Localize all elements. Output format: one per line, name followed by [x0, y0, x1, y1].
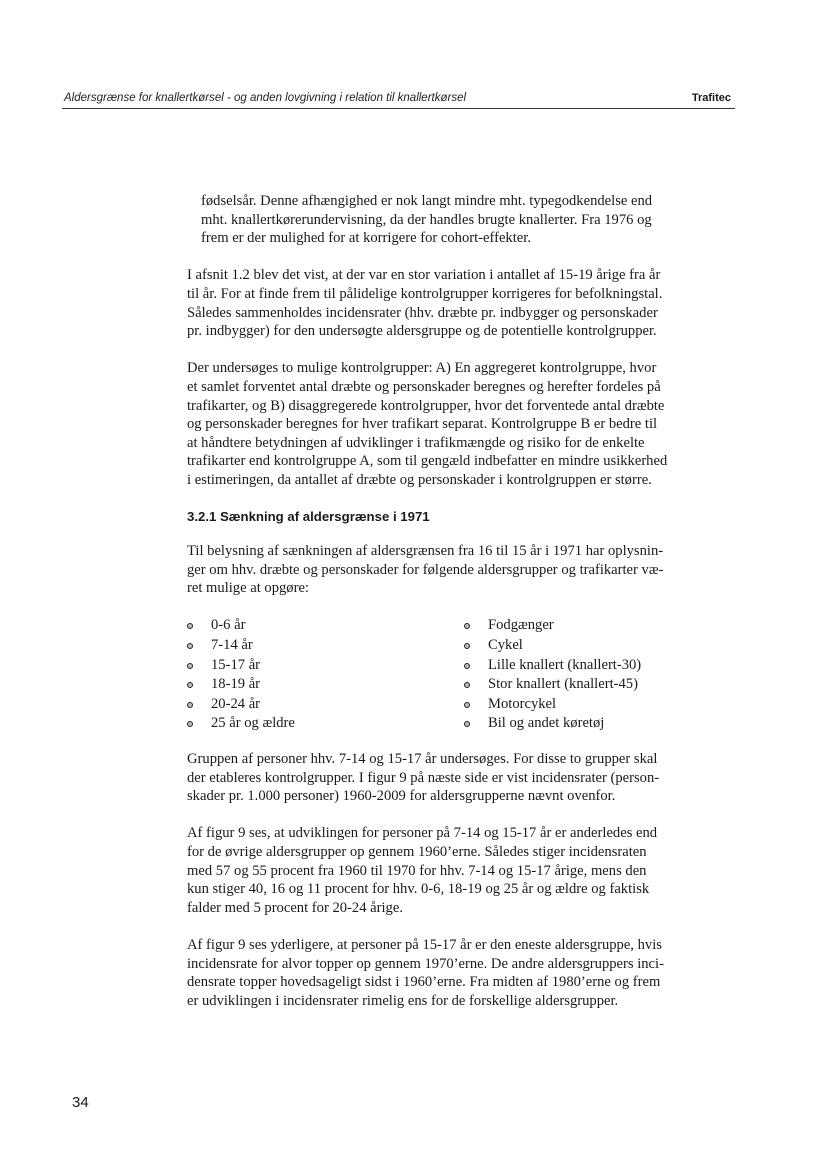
- list-item: Fodgænger: [464, 616, 641, 636]
- bullet-icon: [464, 682, 470, 688]
- text-line: der etableres kontrolgrupper. I figur 9 på næste side er vist incidensrater (person-: [187, 769, 660, 786]
- bullet-icon: [187, 682, 193, 688]
- bullet-icon: [464, 623, 470, 629]
- text-line: Gruppen af personer hhv. 7-14 og 15-17 år undersøges. For disse to grupper skal: [187, 751, 658, 768]
- text-line: skader pr. 1.000 personer) 1960-2009 for aldersgrupperne nævnt ovenfor.: [187, 788, 616, 805]
- page-number: 34: [72, 1094, 89, 1111]
- bullet-icon: [187, 721, 193, 727]
- paragraph-control-groups: [187, 359, 725, 489]
- header-title: Aldersgrænse for knallertkørsel - og anden lovgivning i relation til knallertkørsel: [64, 92, 467, 104]
- list-item: 15-17 år: [187, 656, 464, 676]
- text-line: falder med 5 procent for 20-24 årige.: [187, 899, 403, 916]
- text-line: pr. indbygger) for den undersøgte aldersgruppe og de potentielle kontrolgrupper.: [187, 323, 657, 340]
- text-line: at håndtere betydningen af udviklinger i trafikmængde og risiko for de enkelte: [187, 434, 645, 451]
- text-line: ret mulige at opgøre:: [187, 580, 309, 597]
- section-heading: 3.2.1 Sænkning af aldersgrænse i 1971: [187, 509, 430, 525]
- text-line: Af figur 9 ses, at udviklingen for personer på 7-14 og 15-17 år er anderledes end: [187, 825, 658, 842]
- bullet-icon: [464, 702, 470, 708]
- list-item: Bil og andet køretøj: [464, 714, 641, 734]
- text-line: og personskader beregnes for hver trafikart separat. Kontrolgruppe B er bedre til: [187, 416, 658, 433]
- bullet-icon: [187, 643, 193, 649]
- paragraph-data-availability: [187, 542, 725, 598]
- text-line: for de øvrige aldersgrupper op gennem 1960’erne. Således stiger incidensraten: [187, 844, 647, 860]
- text-line: incidensrate for alvor topper op gennem 1970’erne. De andre aldersgruppers inci-: [187, 955, 664, 972]
- text-line: fødselsår. Denne afhængighed er nok langt mindre mht. typegodkendelse end: [201, 193, 653, 209]
- text-line: Af figur 9 ses yderligere, at personer på 15-17 år er den eneste aldersgruppe, hvis: [187, 936, 662, 953]
- bullet-icon: [464, 721, 470, 727]
- text-line: trafikarter, og B) disaggregerede kontrolgrupper, hvor det forventede antal dræbte: [187, 397, 665, 414]
- text-line: Således sammenholdes incidensrater (hhv. dræbte pr. indbygger og personskader: [187, 304, 658, 321]
- list-item: Lille knallert (knallert-30): [464, 656, 641, 676]
- list-item: 0-6 år: [187, 616, 464, 636]
- list-item: 18-19 år: [187, 675, 464, 695]
- traffic-mode-list: [464, 616, 641, 734]
- text-line: et samlet forventet antal dræbte og personskader beregnes og herefter fordeles på: [187, 378, 661, 395]
- list-item: Stor knallert (knallert-45): [464, 675, 641, 695]
- list-item: 7-14 år: [187, 636, 464, 656]
- paragraph-incidence-rates: [187, 266, 725, 340]
- text-line: I afsnit 1.2 blev det vist, at der var en stor variation i antallet af 15-19 årige fra år: [187, 267, 661, 284]
- bullet-icon: [187, 702, 193, 708]
- text-line: til år. For at finde frem til pålidelige kontrolgrupper korrigeres for befolkningstal.: [187, 285, 663, 302]
- bullet-icon: [464, 643, 470, 649]
- text-line: Til belysning af sænkningen af aldersgrænsen fra 16 til 15 år i 1971 har oplysnin-: [187, 543, 664, 560]
- bullet-icon: [187, 623, 193, 629]
- bullet-icon: [464, 663, 470, 669]
- text-line: kun stiger 40, 16 og 11 procent for hhv. 0-6, 18-19 og 25 år og ældre og faktisk: [187, 881, 650, 898]
- text-line: med 57 og 55 procent fra 1960 til 1970 for hhv. 7-14 og 15-17 årige, mens den: [187, 862, 647, 879]
- paragraph-figure-further: [187, 936, 725, 1010]
- text-line: trafikarter end kontrolgruppe A, som til gengæld indbefatter en mindre usikkerhed: [187, 453, 668, 470]
- paragraph-groups: [187, 750, 725, 806]
- running-header: [62, 90, 735, 109]
- text-line: frem er der mulighed for at korrigere for cohort-effekter.: [201, 230, 531, 247]
- list-item: Cykel: [464, 636, 641, 656]
- list-item: 25 år og ældre: [187, 714, 464, 734]
- text-line: mht. knallertkørerundervisning, da der handles brugte knallerter. Fra 1976 og: [201, 211, 652, 228]
- bullet-icon: [187, 663, 193, 669]
- bullet-lists: [187, 616, 725, 734]
- page-body: [187, 192, 725, 1029]
- paragraph-figure-analysis: [187, 824, 725, 917]
- text-line: er udviklingen i incidensrater rimelig ens for de forskellige aldersgrupper.: [187, 992, 619, 1009]
- age-group-list: [187, 616, 464, 734]
- list-item: Motorcykel: [464, 695, 641, 715]
- text-line: Der undersøges to mulige kontrolgrupper: A) En aggregeret kontrolgruppe, hvor: [187, 360, 657, 377]
- paragraph-continuation: [201, 192, 725, 248]
- header-publisher: Trafitec: [691, 92, 731, 104]
- list-item: 20-24 år: [187, 695, 464, 715]
- text-line: ger om hhv. dræbte og personskader for følgende aldersgrupper og trafikarter væ-: [187, 561, 664, 578]
- text-line: densrate topper hovedsageligt sidst i 1960’erne. Fra midten af 1980’erne og frem: [187, 974, 661, 991]
- text-line: i estimeringen, da antallet af dræbte og personskader i kontrolgruppen er større.: [187, 471, 652, 488]
